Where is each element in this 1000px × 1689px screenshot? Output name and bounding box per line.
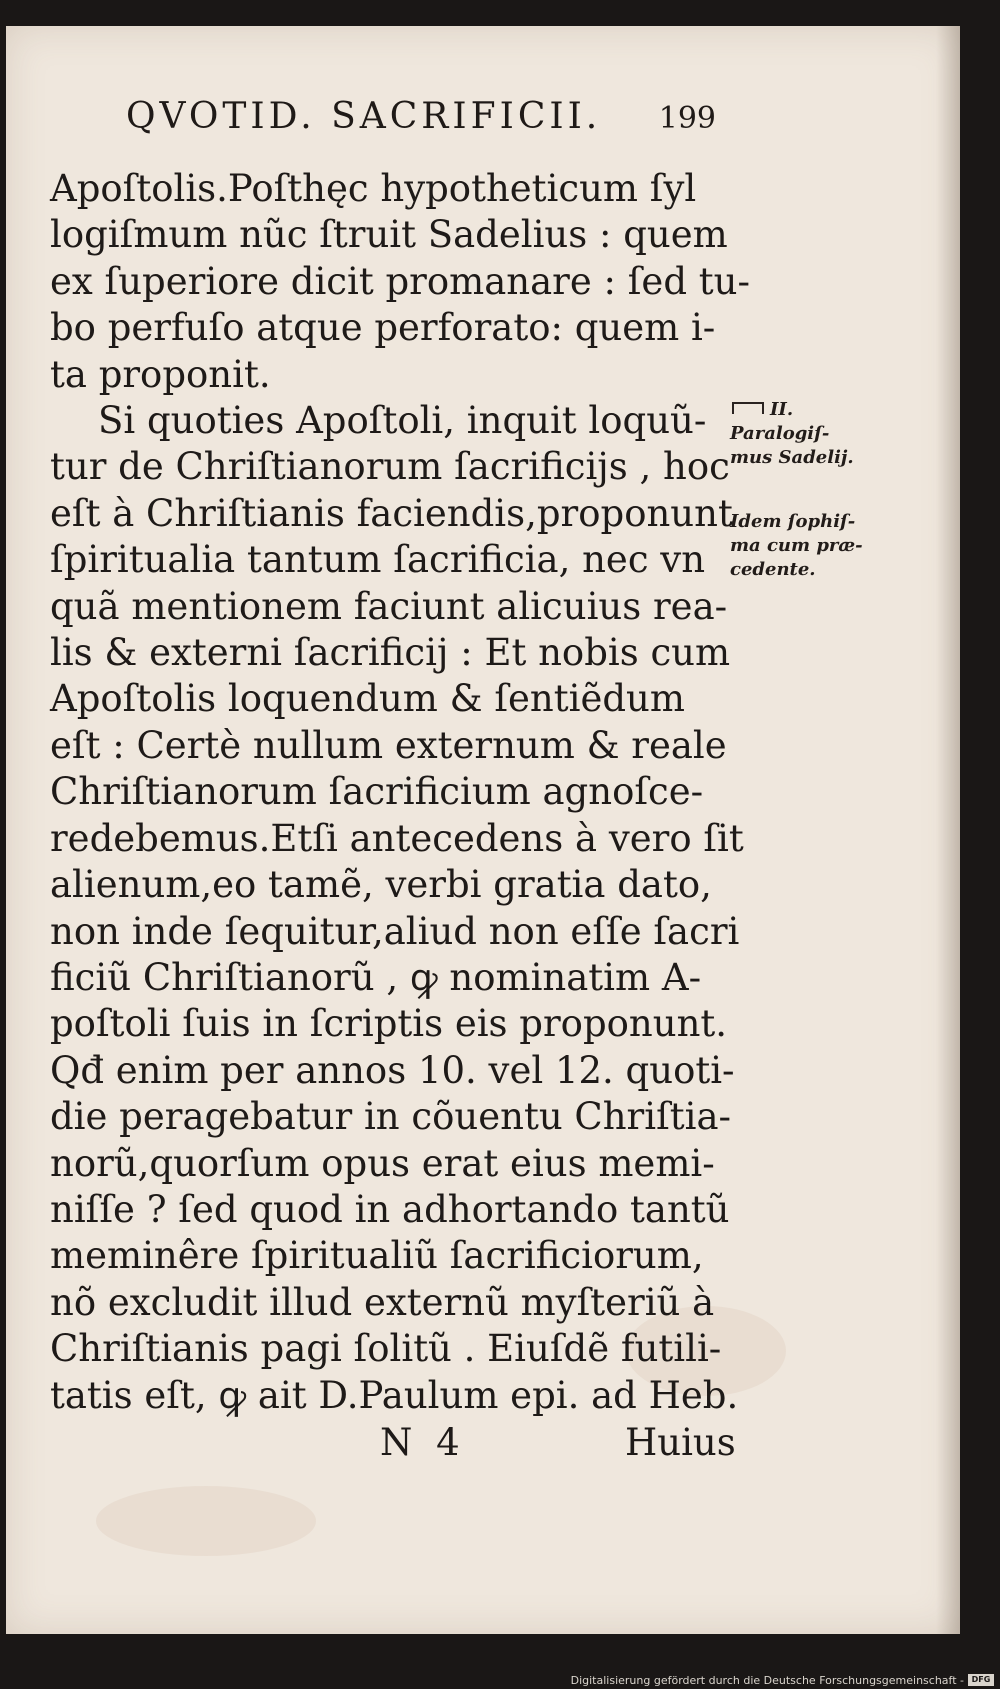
text-line: tatis eſt, ꝙ ait D.Paulum epi. ad Heb. <box>50 1373 739 1417</box>
text-line: non inde ſequitur,aliud non eſſe ſacri <box>50 909 740 953</box>
margin-note-line: II. <box>770 399 794 420</box>
margin-note-line: ma cum præ- <box>730 535 863 556</box>
text-line: logiſmum nũc ſtruit Sadelius : quem <box>50 213 728 257</box>
margin-note-line: cedente. <box>730 559 816 580</box>
text-line: lis & externi ſacrificij : Et nobis cum <box>50 631 731 675</box>
margin-note-line: Paralogiſ- <box>730 423 830 444</box>
text-line: Qđ enim per annos 10. vel 12. quoti- <box>50 1048 735 1092</box>
text-line: ficiũ Chriſtianorũ , ꝙ nominatim A- <box>50 955 702 999</box>
text-line: Apoſtolis.Poſthęc hypotheticum ſyl <box>50 167 697 210</box>
running-head <box>126 96 716 146</box>
text-line: nõ excludit illud externũ myſteriũ à <box>50 1280 715 1324</box>
page-number: 199 <box>658 101 716 136</box>
text-line: redebemus.Etſi antecedens à vero ſit <box>50 816 744 860</box>
main-text-block <box>50 166 750 1419</box>
dfg-logo: DFG <box>968 1674 994 1686</box>
digitization-credit <box>571 1672 994 1688</box>
catchword: Huius <box>625 1421 736 1464</box>
page-edge-shadow <box>936 26 960 1634</box>
margin-notes <box>730 398 880 610</box>
margin-note-sophism <box>730 510 880 582</box>
page-foot <box>50 1421 750 1471</box>
text-line: bo perfuſo atque perforato: quem i- <box>50 306 716 350</box>
margin-note-line: Idem ſophiſ- <box>730 511 856 532</box>
signature-mark: N 4 <box>380 1421 466 1464</box>
text-line: Si quoties Apoſtoli, inquit loquũ- <box>98 399 707 443</box>
text-line: Apoſtolis loquendum & ſentiẽdum <box>50 677 685 721</box>
text-line: Chriſtianorum ſacrificium agnoſce- <box>50 770 704 814</box>
text-line: poſtoli ſuis in ſcriptis eis proponunt. <box>50 1002 728 1046</box>
text-line: die peragebatur in cõuentu Chriſtia- <box>50 1095 732 1139</box>
text-line: eſt à Chriſtianis faciendis,proponunt <box>50 491 733 535</box>
book-page <box>6 26 960 1634</box>
credit-text: Digitalisierung gefördert durch die Deutsche Forschungsgemeinschaft - <box>570 1673 964 1687</box>
text-line: eſt : Certè nullum externum & reale <box>50 723 727 767</box>
text-line: norũ,quorſum opus erat eius memi- <box>50 1141 715 1185</box>
margin-note-paralogism <box>730 398 880 470</box>
text-line: meminêre ſpiritualiũ ſacrificiorum, <box>50 1234 704 1278</box>
text-line: ex ſuperiore dicit promanare : ſed tu- <box>50 259 750 303</box>
text-line: niſſe ? ſed quod in adhortando tantũ <box>50 1187 730 1231</box>
margin-note-line: mus Sadelij. <box>730 447 854 468</box>
text-line: alienum,eo tamẽ, verbi gratia dato, <box>50 863 712 907</box>
text-line: quã mentionem faciunt alicuius rea- <box>50 584 728 628</box>
text-line: ta proponit. <box>50 352 271 396</box>
text-line: tur de Chriſtianorum ſacrificijs , hoc <box>50 445 730 489</box>
paper-stain <box>96 1486 316 1556</box>
running-head-title: QVOTID. SACRIFICII. <box>126 96 602 137</box>
text-line: Chriſtianis pagi ſolitũ . Eiuſdẽ futili- <box>50 1327 722 1371</box>
text-line: ſpiritualia tantum ſacrificia, nec vn <box>50 538 706 582</box>
